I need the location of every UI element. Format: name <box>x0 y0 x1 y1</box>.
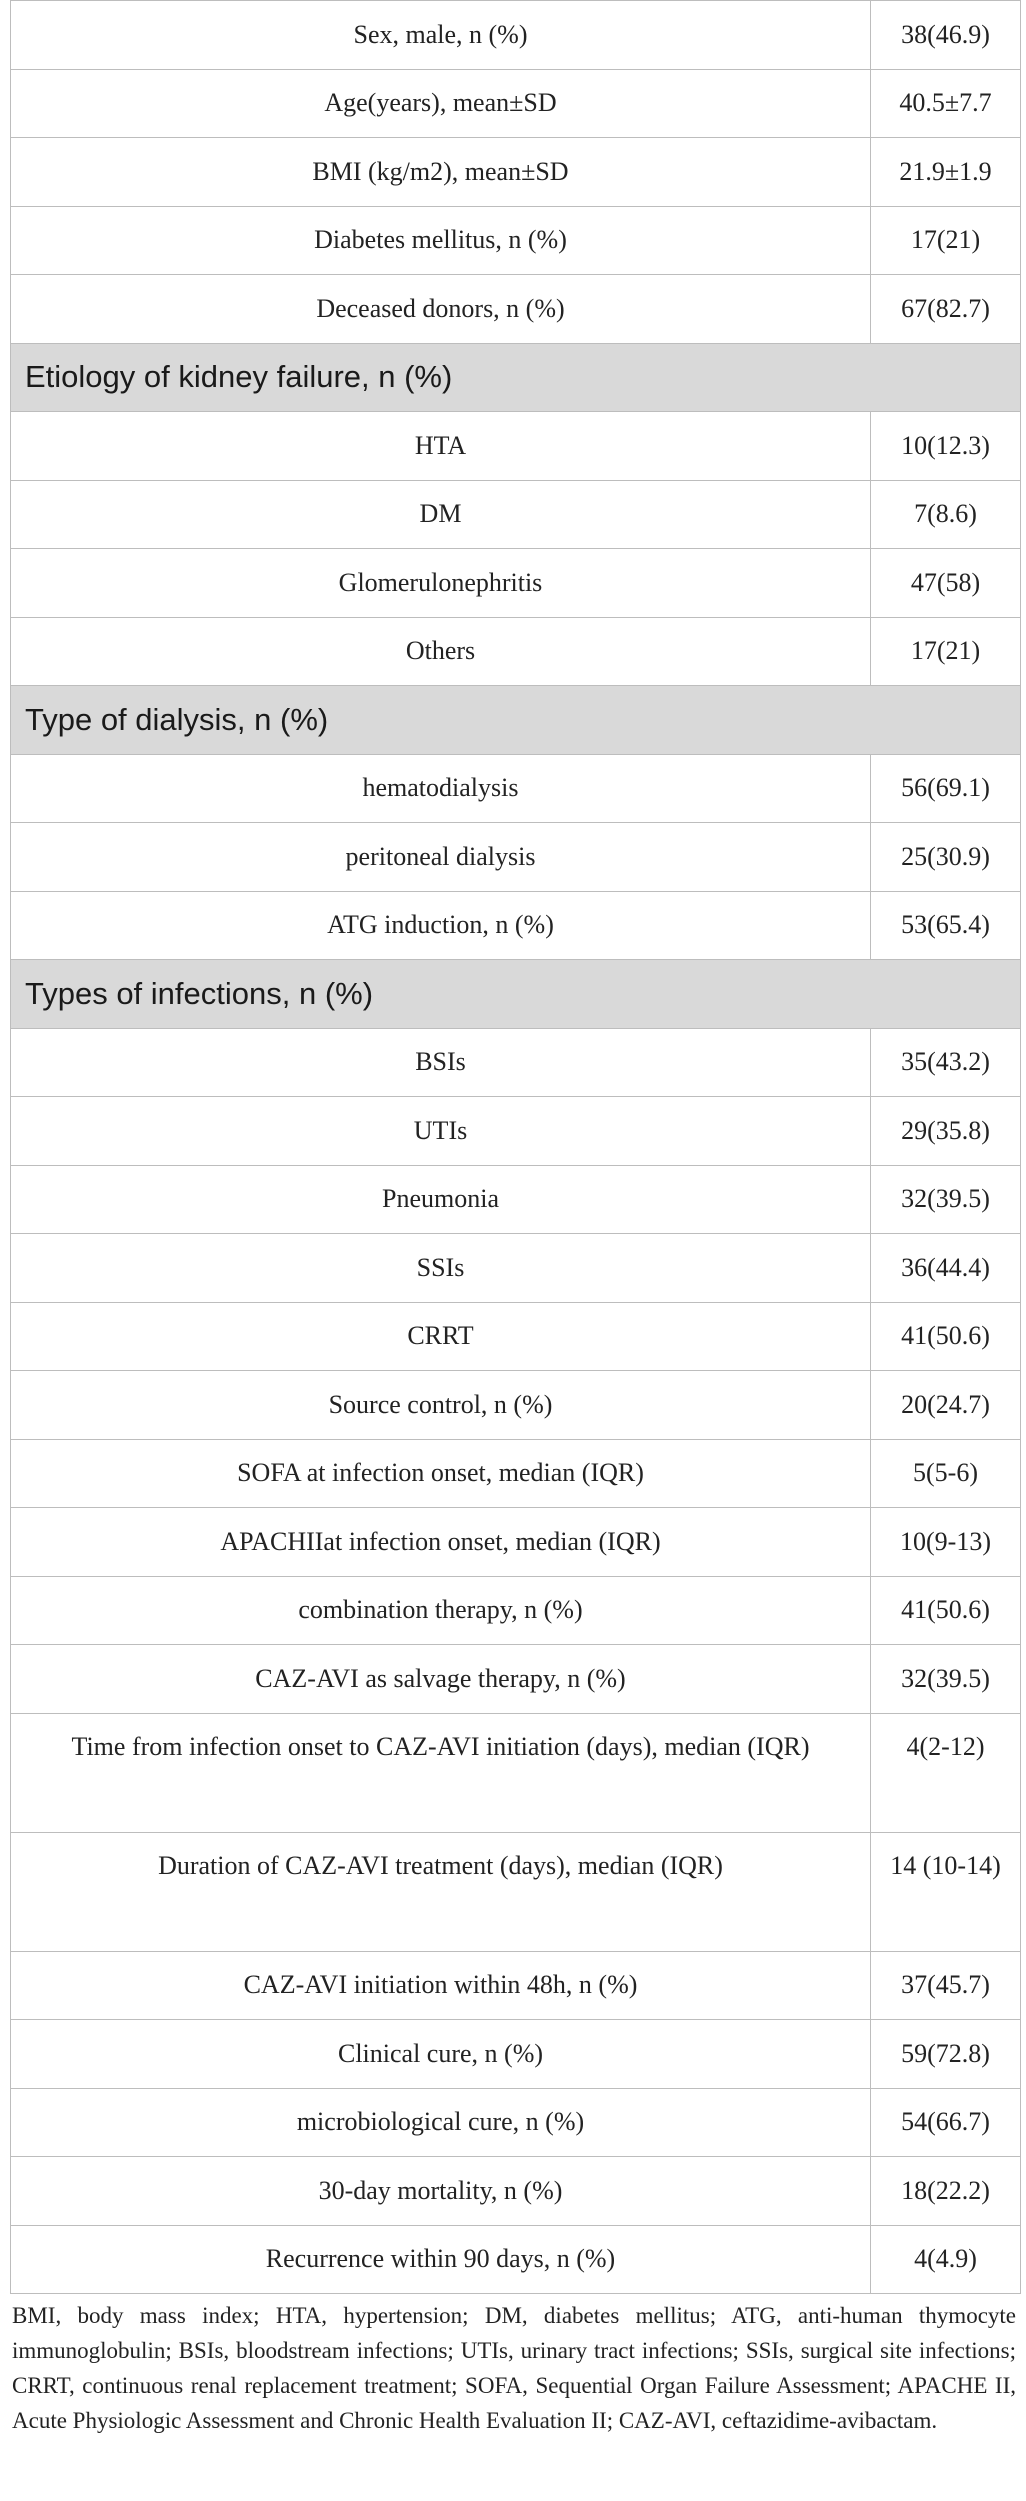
row-value: 18(22.2) <box>871 2157 1021 2226</box>
table-row <box>11 1302 1021 1371</box>
row-label: combination therapy, n (%) <box>11 1576 871 1645</box>
row-value: 47(58) <box>871 549 1021 618</box>
table-row <box>11 1645 1021 1714</box>
row-label: Clinical cure, n (%) <box>11 2020 871 2089</box>
row-label: CAZ-AVI initiation within 48h, n (%) <box>11 1951 871 2020</box>
table-row <box>11 617 1021 686</box>
row-value: 10(9-13) <box>871 1508 1021 1577</box>
row-value: 59(72.8) <box>871 2020 1021 2089</box>
row-label: Time from infection onset to CAZ-AVI initiation (days), median (IQR) <box>11 1713 871 1832</box>
table-row <box>11 1 1021 70</box>
row-value: 40.5±7.7 <box>871 69 1021 138</box>
row-label: Others <box>11 617 871 686</box>
table-row <box>11 412 1021 481</box>
table-row <box>11 1097 1021 1166</box>
table-row <box>11 754 1021 823</box>
section-header: Type of dialysis, n (%) <box>11 686 1021 755</box>
row-label: Duration of CAZ-AVI treatment (days), median (IQR) <box>11 1832 871 1951</box>
row-label: Source control, n (%) <box>11 1371 871 1440</box>
row-value: 41(50.6) <box>871 1302 1021 1371</box>
table-row <box>11 1713 1021 1832</box>
row-value: 14 (10-14) <box>871 1832 1021 1951</box>
row-value: 25(30.9) <box>871 823 1021 892</box>
row-label: Diabetes mellitus, n (%) <box>11 206 871 275</box>
table-row <box>11 549 1021 618</box>
row-label: BMI (kg/m2), mean±SD <box>11 138 871 207</box>
row-value: 37(45.7) <box>871 1951 1021 2020</box>
section-header-row <box>11 686 1021 755</box>
row-value: 36(44.4) <box>871 1234 1021 1303</box>
table-row <box>11 138 1021 207</box>
row-value: 32(39.5) <box>871 1165 1021 1234</box>
row-label: Sex, male, n (%) <box>11 1 871 70</box>
row-label: Age(years), mean±SD <box>11 69 871 138</box>
table-row <box>11 2020 1021 2089</box>
row-label: HTA <box>11 412 871 481</box>
section-header-row <box>11 343 1021 412</box>
row-label: Pneumonia <box>11 1165 871 1234</box>
row-label: CRRT <box>11 1302 871 1371</box>
row-value: 56(69.1) <box>871 754 1021 823</box>
table-footnote: BMI, body mass index; HTA, hypertension; DM, diabetes mellitus; ATG, anti-human thymocyte immunoglobulin; BSIs, bloodstream infections; UTIs, urinary tract infections; SSIs, surgical site infections; CRRT, continuous renal replacement treatment; SOFA, Sequential Organ Failure Assessment; APACHE II, Acute Physiologic Assessment and Chronic Health Evaluation II; CAZ-AVI, ceftazidime-avibactam. <box>12 2303 1016 2433</box>
table-body <box>11 1 1021 2294</box>
table-row <box>11 1371 1021 1440</box>
table-row <box>11 1576 1021 1645</box>
row-label: DM <box>11 480 871 549</box>
row-value: 10(12.3) <box>871 412 1021 481</box>
row-value: 5(5-6) <box>871 1439 1021 1508</box>
row-label: CAZ-AVI as salvage therapy, n (%) <box>11 1645 871 1714</box>
row-label: hematodialysis <box>11 754 871 823</box>
row-value: 54(66.7) <box>871 2088 1021 2157</box>
table-row <box>11 206 1021 275</box>
row-label: microbiological cure, n (%) <box>11 2088 871 2157</box>
table-row <box>11 1439 1021 1508</box>
row-label: 30-day mortality, n (%) <box>11 2157 871 2226</box>
table-row <box>11 275 1021 344</box>
table-row <box>11 69 1021 138</box>
row-value: 32(39.5) <box>871 1645 1021 1714</box>
table-row <box>11 1508 1021 1577</box>
row-label: SSIs <box>11 1234 871 1303</box>
section-header: Types of infections, n (%) <box>11 960 1021 1029</box>
row-label: peritoneal dialysis <box>11 823 871 892</box>
table-row <box>11 2157 1021 2226</box>
table-row <box>11 1028 1021 1097</box>
table-row <box>11 1832 1021 1951</box>
row-label: SOFA at infection onset, median (IQR) <box>11 1439 871 1508</box>
table-row <box>11 891 1021 960</box>
row-value: 21.9±1.9 <box>871 138 1021 207</box>
table-row <box>11 480 1021 549</box>
row-value: 53(65.4) <box>871 891 1021 960</box>
row-value: 20(24.7) <box>871 1371 1021 1440</box>
row-value: 4(4.9) <box>871 2225 1021 2294</box>
row-value: 17(21) <box>871 206 1021 275</box>
row-value: 7(8.6) <box>871 480 1021 549</box>
row-value: 17(21) <box>871 617 1021 686</box>
section-header: Etiology of kidney failure, n (%) <box>11 343 1021 412</box>
table-row <box>11 1951 1021 2020</box>
row-label: UTIs <box>11 1097 871 1166</box>
table-row <box>11 2088 1021 2157</box>
row-label: Recurrence within 90 days, n (%) <box>11 2225 871 2294</box>
table-row <box>11 2225 1021 2294</box>
row-label: ATG induction, n (%) <box>11 891 871 960</box>
row-value: 29(35.8) <box>871 1097 1021 1166</box>
row-label: APACHIIat infection onset, median (IQR) <box>11 1508 871 1577</box>
row-value: 4(2-12) <box>871 1713 1021 1832</box>
row-value: 35(43.2) <box>871 1028 1021 1097</box>
row-label: Glomerulonephritis <box>11 549 871 618</box>
table-row <box>11 1234 1021 1303</box>
row-value: 41(50.6) <box>871 1576 1021 1645</box>
section-header-row <box>11 960 1021 1029</box>
row-value: 67(82.7) <box>871 275 1021 344</box>
characteristics-table <box>10 0 1021 2294</box>
row-value: 38(46.9) <box>871 1 1021 70</box>
table-row <box>11 1165 1021 1234</box>
row-label: BSIs <box>11 1028 871 1097</box>
row-label: Deceased donors, n (%) <box>11 275 871 344</box>
table-row <box>11 823 1021 892</box>
